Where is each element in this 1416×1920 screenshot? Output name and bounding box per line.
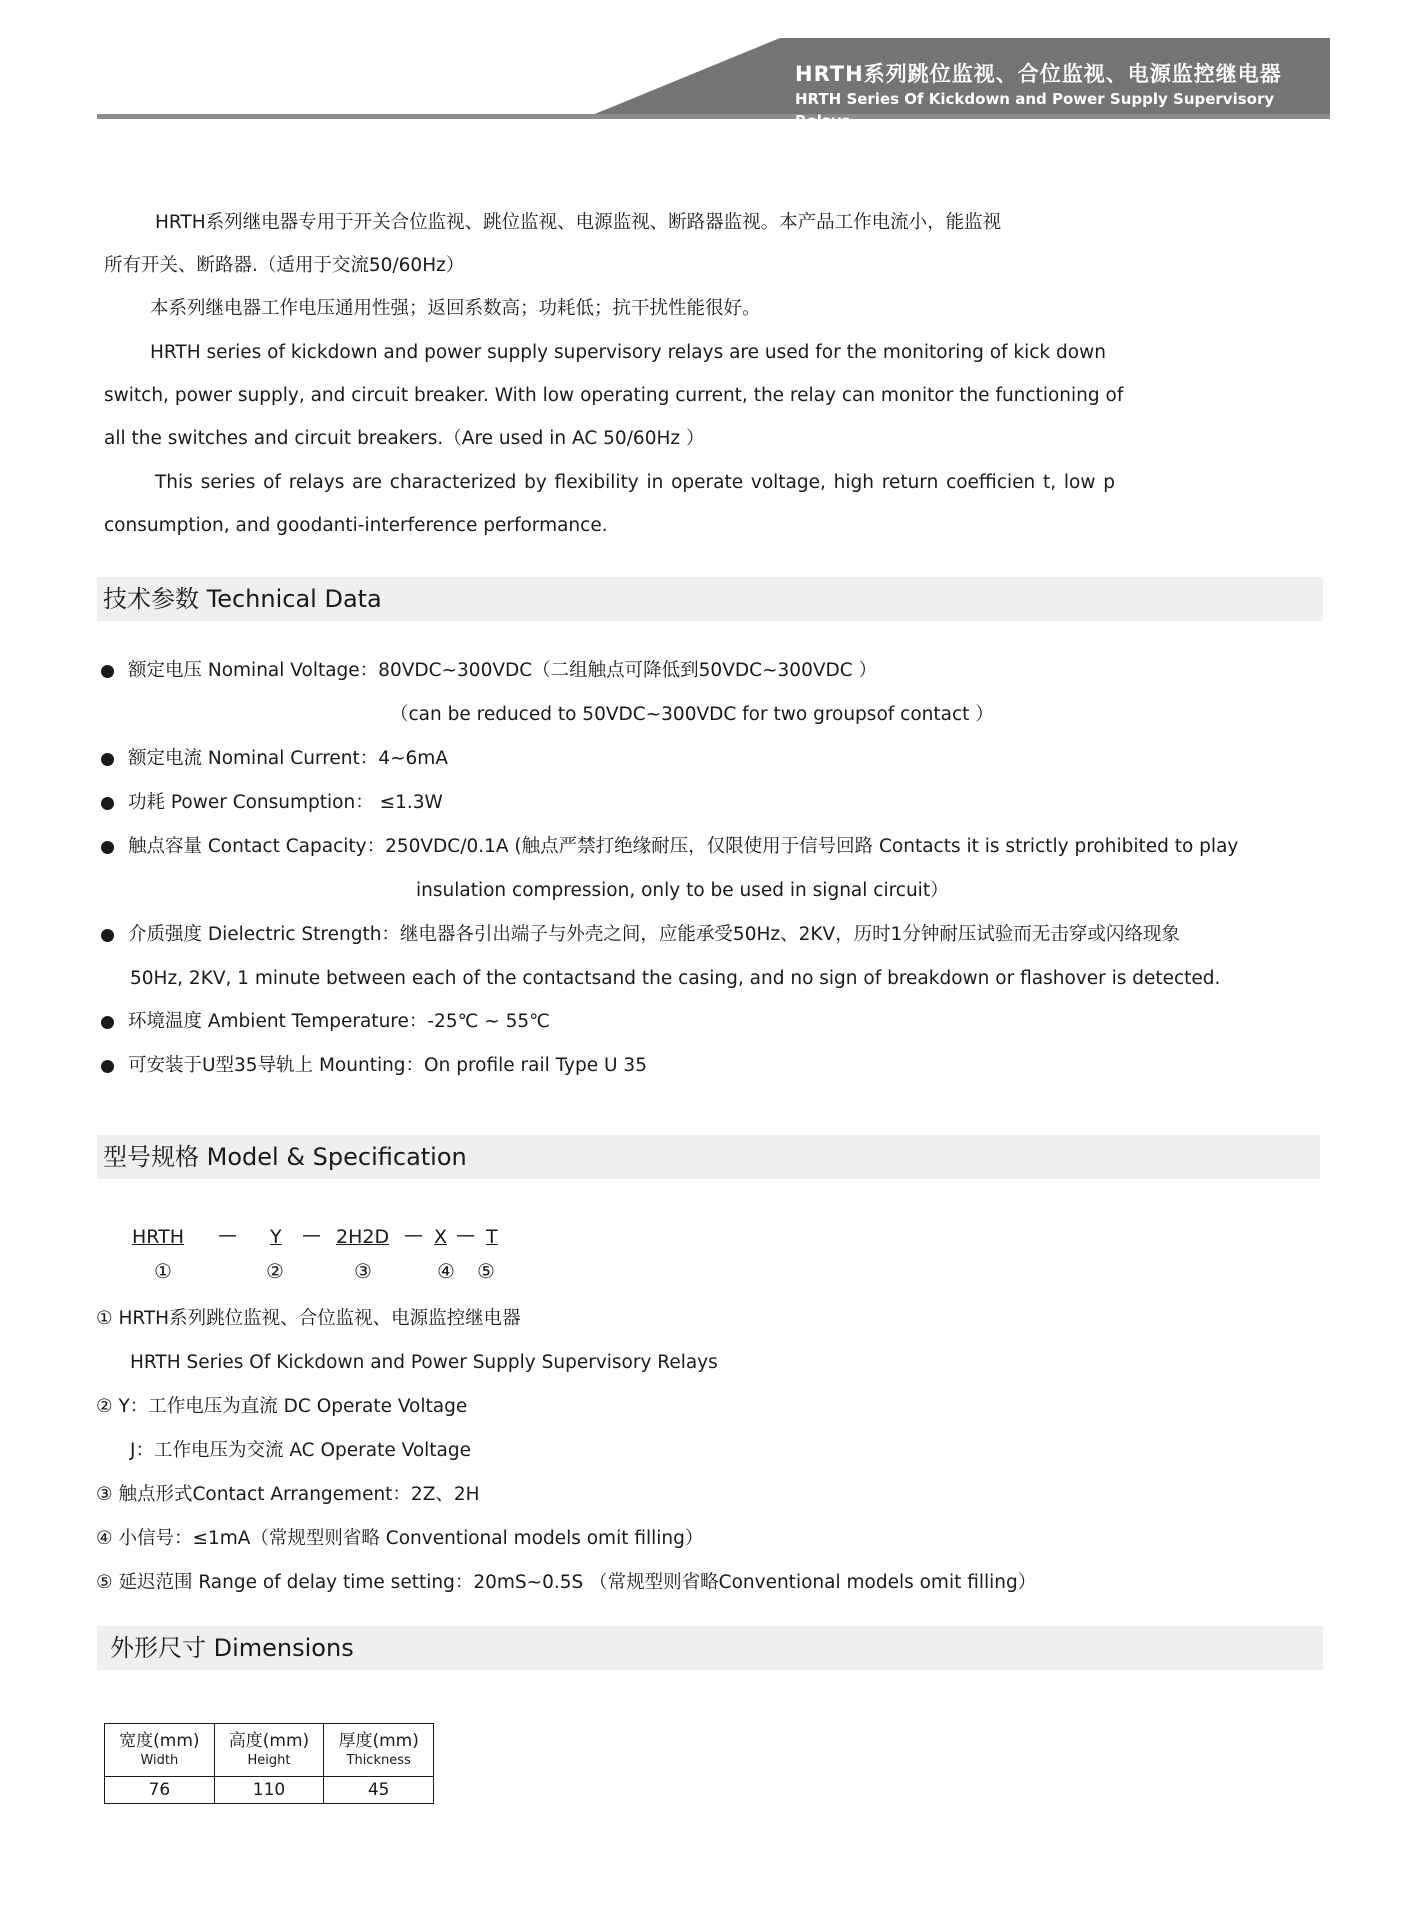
bullet-icon	[101, 753, 114, 766]
dimensions-section-bar	[97, 1626, 1323, 1670]
dimensions-height-value: 110	[214, 1777, 324, 1804]
header-width-cn: 宽度(mm)	[119, 1731, 200, 1751]
model-code-dash: —	[218, 1224, 237, 1246]
model-position-5: ⑤	[477, 1259, 495, 1283]
bullet-icon	[101, 1016, 114, 1029]
spec-ambient-temperature: 环境温度 Ambient Temperature：-25℃ ~ 55℃	[128, 1011, 550, 1032]
dimensions-header-row	[105, 1724, 434, 1777]
model-position-2: ②	[266, 1259, 284, 1283]
model-desc-1-en: HRTH Series Of Kickdown and Power Supply Supervisory Relays	[130, 1352, 718, 1373]
dimensions-width-value: 76	[105, 1777, 215, 1804]
intro-en-line-2: switch, power supply, and circuit breaker. With low operating current, the relay can monitor the functioning of	[104, 385, 1124, 406]
dimensions-title: 外形尺寸 Dimensions	[110, 1634, 354, 1662]
spec-power-consumption: 功耗 Power Consumption： ≤1.3W	[128, 792, 443, 813]
model-desc-3: ③ 触点形式Contact Arrangement：2Z、2H	[96, 1484, 480, 1505]
intro-cn-line-3: 本系列继电器工作电压通用性强；返回系数高；功耗低；抗干扰性能很好。	[150, 298, 761, 319]
spec-nominal-current: 额定电流 Nominal Current：4~6mA	[128, 748, 448, 769]
technical-data-title: 技术参数 Technical Data	[103, 585, 382, 613]
header-title-cn: HRTH系列跳位监视、合位监视、电源监控继电器	[795, 62, 1282, 86]
model-desc-5: ⑤ 延迟范围 Range of delay time setting：20mS~0.5S （常规型则省略Conventional models omit filling）	[96, 1572, 1037, 1593]
technical-data-section-bar	[97, 577, 1323, 621]
model-code-dash: —	[456, 1224, 475, 1246]
dimensions-thickness-value: 45	[324, 1777, 434, 1804]
model-code-signal: X	[434, 1226, 448, 1248]
intro-en-line-1: HRTH series of kickdown and power supply supervisory relays are used for the monitoring of kick down	[150, 342, 1106, 363]
spec-contact-capacity-note: insulation compression, only to be used in signal circuit）	[416, 880, 949, 901]
intro-en-line-3: all the switches and circuit breakers.（Are used in AC 50/60Hz ）	[104, 428, 705, 449]
spec-nominal-voltage-note: （can be reduced to 50VDC~300VDC for two groupsof contact ）	[390, 704, 994, 725]
header-width-en: Width	[140, 1753, 179, 1768]
dimensions-value-row	[105, 1777, 434, 1804]
model-spec-section-bar	[97, 1135, 1320, 1179]
dimensions-header-height	[214, 1724, 324, 1777]
model-position-4: ④	[437, 1259, 455, 1283]
dimensions-header-thickness	[324, 1724, 434, 1777]
spec-dielectric-strength-note: 50Hz, 2KV, 1 minute between each of the contactsand the casing, and no sign of breakdown or flashover is detected.	[130, 968, 1221, 989]
spec-nominal-voltage: 额定电压 Nominal Voltage：80VDC~300VDC（二组触点可降低到50VDC~300VDC ）	[128, 660, 878, 681]
bullet-icon	[101, 797, 114, 810]
model-code-dash: —	[302, 1224, 321, 1246]
model-code-dash: —	[404, 1224, 423, 1246]
spec-dielectric-strength: 介质强度 Dielectric Strength：继电器各引出端子与外壳之间，应能承受50Hz、2KV，历时1分钟耐压试验而无击穿或闪络现象	[128, 924, 1180, 945]
header-thickness-cn: 厚度(mm)	[338, 1731, 419, 1751]
model-desc-2: ② Y：工作电压为直流 DC Operate Voltage	[96, 1396, 468, 1417]
bullet-icon	[101, 929, 114, 942]
header-thickness-en: Thickness	[346, 1753, 411, 1768]
model-desc-2-ac: J：工作电压为交流 AC Operate Voltage	[130, 1440, 472, 1461]
header-title-block	[795, 60, 1315, 132]
intro-en-line-4: This series of relays are characterized by flexibility in operate voltage, high return coefficien t, low p	[155, 472, 1115, 493]
header-title-en: HRTH Series Of Kickdown and Power Supply Supervisory Relays	[795, 90, 1275, 130]
intro-en-line-5: consumption, and goodanti-interference performance.	[104, 515, 608, 536]
dimensions-header-width	[105, 1724, 215, 1777]
bullet-icon	[101, 1060, 114, 1073]
spec-mounting: 可安装于U型35导轨上 Mounting：On profile rail Type U 35	[128, 1055, 647, 1076]
model-desc-4: ④ 小信号：≤1mA（常规型则省略 Conventional models omit filling）	[96, 1528, 704, 1549]
intro-cn-line-1: HRTH系列继电器专用于开关合位监视、跳位监视、电源监视、断路器监视。本产品工作电流小，能监视	[155, 212, 1002, 233]
model-desc-1: ① HRTH系列跳位监视、合位监视、电源监控继电器	[96, 1308, 521, 1329]
bullet-icon	[101, 665, 114, 678]
header-height-cn: 高度(mm)	[228, 1731, 310, 1751]
spec-contact-capacity: 触点容量 Contact Capacity：250VDC/0.1A (触点严禁打绝缘耐压，仅限使用于信号回路 Contacts it is strictly prohibited to play	[128, 836, 1239, 857]
intro-cn-line-2: 所有开关、断路器.（适用于交流50/60Hz）	[104, 255, 465, 276]
model-code-series: HRTH	[132, 1226, 184, 1248]
header-height-en: Height	[247, 1753, 291, 1768]
model-position-3: ③	[354, 1259, 372, 1283]
dimensions-table	[104, 1723, 434, 1804]
model-position-1: ①	[154, 1259, 172, 1283]
model-spec-title: 型号规格 Model & Specification	[103, 1143, 467, 1171]
model-code-delay: T	[486, 1226, 498, 1248]
model-code-contact: 2H2D	[336, 1226, 390, 1248]
model-code-voltage: Y	[270, 1226, 282, 1248]
bullet-icon	[101, 841, 114, 854]
